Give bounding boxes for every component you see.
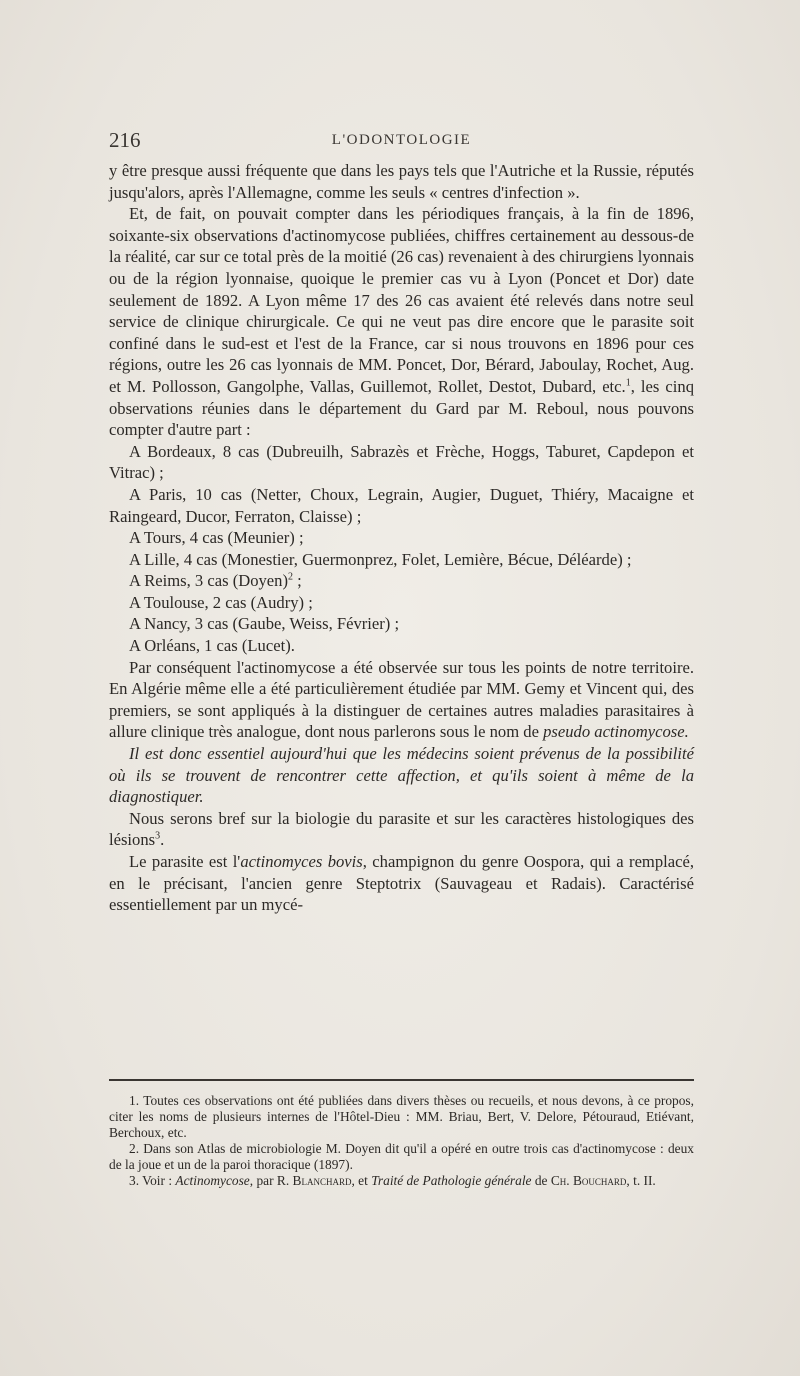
footnotes <box>109 1093 694 1189</box>
list-item-tours: A Tours, 4 cas (Meunier) ; <box>129 528 304 548</box>
paragraph-6-text-end: , champignon du genre Oospora, qui a remplacé, en le précisant, l'ancien genre Steptotrix (Sauvageau et Radais). Caractérisé essentiellement par un mycé- <box>109 852 694 915</box>
footnote-ref-1: 1 <box>625 377 631 389</box>
list-item-bordeaux: A Bordeaux, 8 cas (Dubreuilh, Sabrazès et Frèche, Hoggs, Taburet, Capdepon et Vitrac) ; <box>109 441 694 483</box>
paragraph-6 <box>109 851 694 916</box>
paragraph-2 <box>109 203 694 441</box>
body-text <box>109 160 694 916</box>
list-item-reims <box>109 570 694 592</box>
footnote-ref-3: 3 <box>155 830 161 842</box>
paragraph-6-emphasis: actinomyces bovis <box>240 852 363 871</box>
page-header <box>109 128 694 154</box>
footnote-3-book-title: Traité de Pathologie générale <box>371 1173 532 1188</box>
paragraph-2-text-end: , les cinq observations réunies dans le département du Gard par M. Reboul, nous pouvons compter d'autre part : <box>109 376 694 440</box>
paragraph-5-text: Nous serons bref sur la biologie du parasite et sur les caractères histologiques des lésions <box>109 808 694 850</box>
paragraph-3 <box>109 657 694 743</box>
list-item-paris: A Paris, 10 cas (Netter, Choux, Legrain, Augier, Duguet, Thiéry, Macaigne et Raingeard, Ducor, Ferraton, Claisse) ; <box>109 484 694 526</box>
running-head: L'ODONTOLOGIE <box>331 132 472 148</box>
list-item-reims-text: A Reims, 3 cas (Doyen) <box>129 571 288 591</box>
footnote-rule <box>109 1079 694 1081</box>
footnote-3-editor: Ch. Bouchard <box>550 1173 627 1188</box>
page-number: 216 <box>109 128 141 152</box>
footnote-3 <box>109 1173 694 1189</box>
list-item-lille: A Lille, 4 cas (Monestier, Guermonprez, Folet, Lemière, Bécue, Déléarde) ; <box>129 549 632 569</box>
footnote-ref-2: 2 <box>288 571 293 583</box>
paragraph-2-text: Et, de fait, on pouvait compter dans les périodiques français, à la fin de 1896, soixante-six observations d'actinomycose publiées, chiffres certainement au dessous-de la réalité, car sur ce total près de la moitié (26 cas) revenaient à des chirurgiens lyonnais ou de la région lyonnaise, quoique le premier cas vu à Lyon (Poncet et Dor) date seulement de 1892. A Lyon même 17 des 26 cas avaient été relevés dans notre seul service de clinique chirurgicale. Ce qui ne veut pas dire encore que le parasite soit confiné dans le sud-est et l'est de la France, car si nous trouvons en 1896 pour ces régions, outre les 26 cas lyonnais de MM. Poncet, Dor, Bérard, Jaboulay, Rochet, Aug. et M. Pollosson, Gangolphe, Vallas, Guillemot, Rollet, Destot, Dubard, etc. <box>109 204 694 396</box>
footnote-3-text-end: , t. II. <box>626 1173 656 1188</box>
footnote-3-text-of: de <box>531 1173 551 1188</box>
list-item-toulouse: A Toulouse, 2 cas (Audry) ; <box>129 592 313 612</box>
footnote-1: 1. Toutes ces observations ont été publiées dans divers thèses ou recueils, et nous devons, à ce propos, citer les noms de plusieurs internes de l'Hôtel-Dieu : MM. Briau, Bert, V. Delore, Pétouraud, Etiévant, Berchoux, etc. <box>109 1093 694 1140</box>
footnote-2: 2. Dans son Atlas de microbiologie M. Doyen dit qu'il a opéré en outre trois cas d'actinomycose : deux de la joue et un de la paroi thoracique (1897). <box>109 1141 694 1172</box>
paragraph-1: y être presque aussi fréquente que dans les pays tels que l'Autriche et la Russie, réputés jusqu'alors, après l'Allemagne, comme les seuls « centres d'infection ». <box>109 161 694 202</box>
footnote-3-title: Actinomycose <box>175 1173 250 1188</box>
list-item-reims-end: ; <box>293 571 302 591</box>
paragraph-4-emphasis: Il est donc essentiel aujourd'hui que les médecins soient prévenus de la possibilité où ils se trouvent de rencontrer cette affection, et qu'ils soient à même de la diagnostiquer. <box>109 744 694 807</box>
footnote-3-text-by: , par <box>249 1173 277 1188</box>
paragraph-3-emphasis: pseudo actinomycose. <box>543 722 689 742</box>
footnote-3-text-and: , et <box>351 1173 372 1188</box>
list-item-nancy: A Nancy, 3 cas (Gaube, Weiss, Février) ; <box>129 614 400 634</box>
footnote-3-text: 3. Voir : <box>129 1173 176 1188</box>
paragraph-6-text: Le parasite est l' <box>129 852 241 871</box>
paragraph-5 <box>109 808 694 851</box>
footnote-3-author: R. Blanchard <box>276 1173 352 1188</box>
paragraph-3-text: Par conséquent l'actinomycose a été observée sur tous les points de notre territoire. En Algérie même elle a été particulièrement étudiée par MM. Gemy et Vincent qui, des premiers, se sont appliqués à la distinguer de certaines autres maladies parasitaires à allure clinique très analogue, dont nous parlerons sous le nom de <box>109 657 694 742</box>
list-item-orleans: A Orléans, 1 cas (Lucet). <box>129 636 295 656</box>
paragraph-5-text-end: . <box>160 830 165 850</box>
paragraph-4 <box>109 743 694 808</box>
